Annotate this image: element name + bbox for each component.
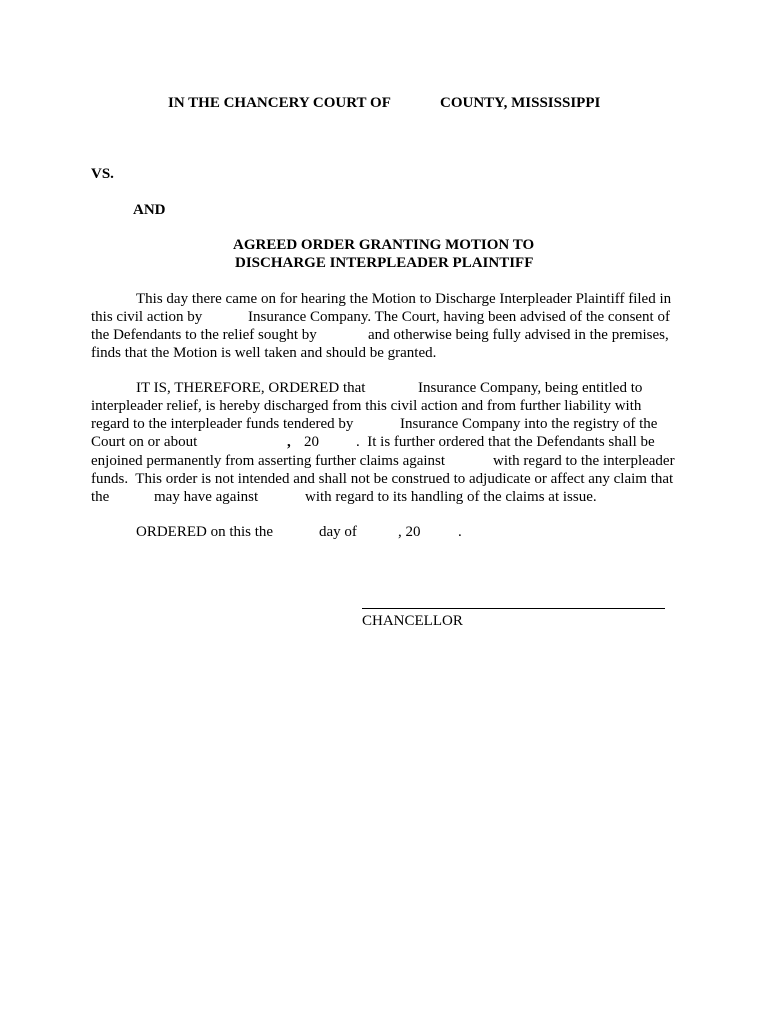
paragraph-2-line-6: funds. This order is not intended and shall not be construed to adjudicate or affect any claim that: [91, 471, 674, 487]
chancellor-label: CHANCELLOR: [362, 613, 463, 629]
signature-line: [362, 608, 665, 609]
paragraph-2-line-3b: Insurance Company into the registry of the: [400, 416, 658, 432]
paragraph-2-line-1a: IT IS, THEREFORE, ORDERED that: [136, 380, 366, 396]
court-caption-right: COUNTY, MISSISSIPPI: [440, 95, 601, 111]
paragraph-2-line-4b: . It is further ordered that the Defendants shall be: [356, 434, 655, 450]
paragraph-2-line-3a: regard to the interpleader funds tendered by: [91, 416, 354, 432]
year-prefix-label: , 20: [398, 524, 421, 540]
paragraph-1-line-3a: the Defendants to the relief sought by: [91, 327, 317, 343]
paragraph-1-line-4: finds that the Motion is well taken and should be granted.: [91, 345, 437, 361]
paragraph-2-line-4-comma: ,: [287, 434, 291, 450]
paragraph-2-line-7c: with regard to its handling of the claims at issue.: [305, 489, 597, 505]
paragraph-2-line-7b: may have against: [154, 489, 259, 505]
paragraph-2-line-1b: Insurance Company, being entitled to: [418, 380, 643, 396]
paragraph-2-line-5b: with regard to the interpleader: [493, 453, 675, 469]
and-label: AND: [133, 202, 166, 218]
paragraph-2-line-7a: the: [91, 489, 110, 505]
paragraph-1-line-1: This day there came on for hearing the Motion to Discharge Interpleader Plaintiff filed in: [136, 291, 672, 307]
order-title-line-2: DISCHARGE INTERPLEADER PLAINTIFF: [235, 255, 534, 271]
paragraph-2-line-4a: Court on or about: [91, 434, 198, 450]
paragraph-1-line-2b: Insurance Company. The Court, having been advised of the consent of: [248, 309, 670, 325]
paragraph-2-line-5a: enjoined permanently from asserting further claims against: [91, 453, 446, 469]
ordered-line-period: .: [458, 524, 462, 540]
versus-label: VS.: [91, 166, 114, 182]
order-title-line-1: AGREED ORDER GRANTING MOTION TO: [233, 237, 535, 253]
day-of-label: day of: [319, 524, 357, 540]
paragraph-2-line-2: interpleader relief, is hereby discharged from this civil action and from further liability with: [91, 398, 642, 414]
paragraph-1-line-2a: this civil action by: [91, 309, 203, 325]
court-caption-left: IN THE CHANCERY COURT OF: [168, 95, 391, 111]
ordered-on-label: ORDERED on this the: [136, 524, 274, 540]
paragraph-1-line-3b: and otherwise being fully advised in the premises,: [368, 327, 669, 343]
paragraph-2-line-4-year-prefix: 20: [304, 434, 319, 450]
